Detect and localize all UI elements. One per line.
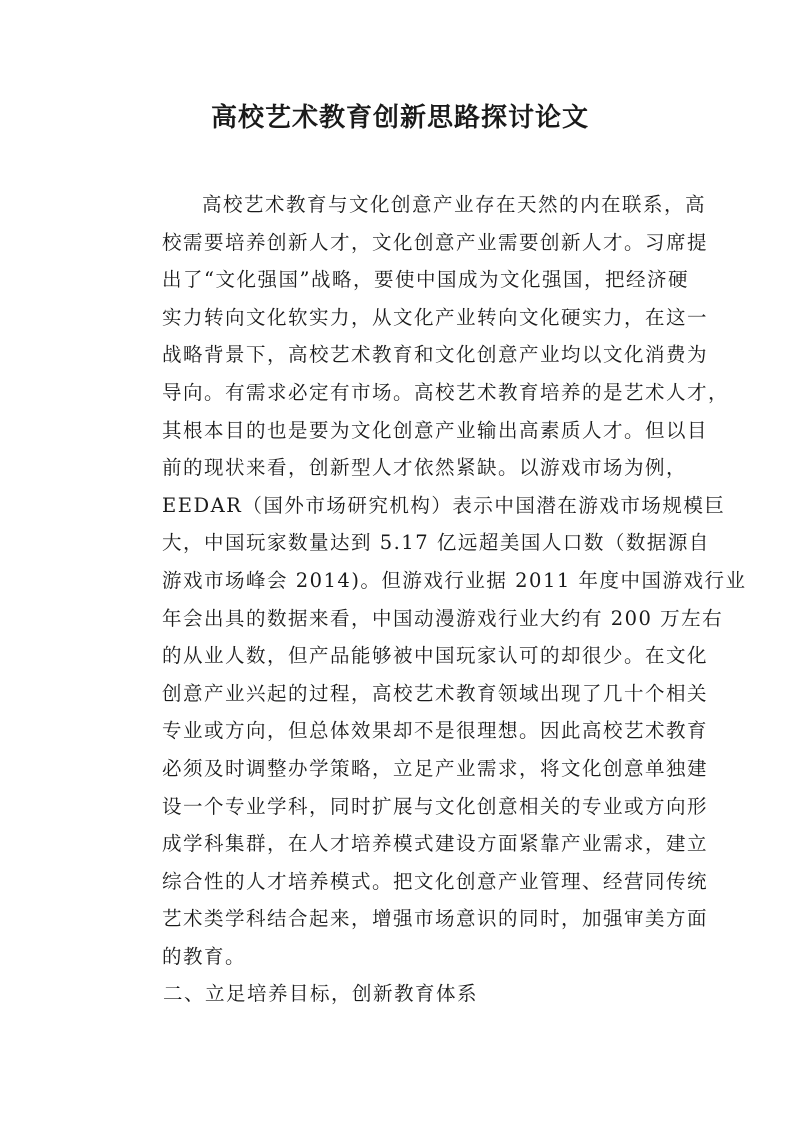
- paragraph-line: 设一个专业学科，同时扩展与文化创意相关的专业或方向形: [162, 794, 709, 818]
- paragraph-line: EEDAR（国外市场研究机构）表示中国潜在游戏市场规模巨: [162, 493, 726, 517]
- paragraph-line: 大，中国玩家数量达到 5.17 亿远超美国人口数（数据源自: [162, 531, 710, 555]
- paragraph-line: 高校艺术教育与文化创意产业存在天然的内在联系，高: [202, 193, 707, 216]
- paragraph-line: 校需要培养创新人才，文化创意产业需要创新人才。习席提: [162, 230, 709, 254]
- section-heading: 二、立足培养目标，创新教育体系: [163, 982, 479, 1006]
- paragraph-line: 的教育。: [162, 944, 247, 968]
- paragraph-line: 的从业人数，但产品能够被中国玩家认可的却很少。在文化: [162, 644, 709, 668]
- paragraph-line: 综合性的人才培养模式。把文化创意产业管理、经营同传统: [162, 869, 709, 893]
- document-body: [123, 186, 747, 1013]
- paragraph-line: 必须及时调整办学策略，立足产业需求，将文化创意单独建: [162, 756, 709, 780]
- paragraph-line: 成学科集群，在人才培养模式建设方面紧靠产业需求，建立: [162, 832, 709, 856]
- body-paragraph: [123, 186, 747, 975]
- paragraph-line: 导向。有需求必定有市场。高校艺术教育培养的是艺术人才，: [162, 380, 730, 404]
- paragraph-line: 年会出具的数据来看，中国动漫游戏行业大约有 200 万左右: [162, 606, 724, 630]
- paragraph-line: 实力转向文化软实力，从文化产业转向文化硬实力，在这一: [162, 305, 709, 329]
- paragraph-line: 创意产业兴起的过程，高校艺术教育领域出现了几十个相关: [162, 681, 709, 705]
- paragraph-line: 艺术类学科结合起来，增强市场意识的同时，加强审美方面: [162, 907, 709, 931]
- document-title: 高校艺术教育创新思路探讨论文: [210, 103, 589, 133]
- paragraph-line: 专业或方向，但总体效果却不是很理想。因此高校艺术教育: [162, 719, 709, 743]
- paragraph-line: 其根本目的也是要为文化创意产业输出高素质人才。但以目: [162, 418, 709, 442]
- paragraph-line: 前的现状来看，创新型人才依然紧缺。以游戏市场为例，: [162, 456, 688, 480]
- paragraph-line: 战略背景下，高校艺术教育和文化创意产业均以文化消费为: [162, 343, 709, 367]
- paragraph-line: 游戏市场峰会 2014)。但游戏行业据 2011 年度中国游戏行业: [162, 568, 747, 592]
- paragraph-line: 出了“文化强国”战略，要使中国成为文化强国，把经济硬: [162, 268, 689, 292]
